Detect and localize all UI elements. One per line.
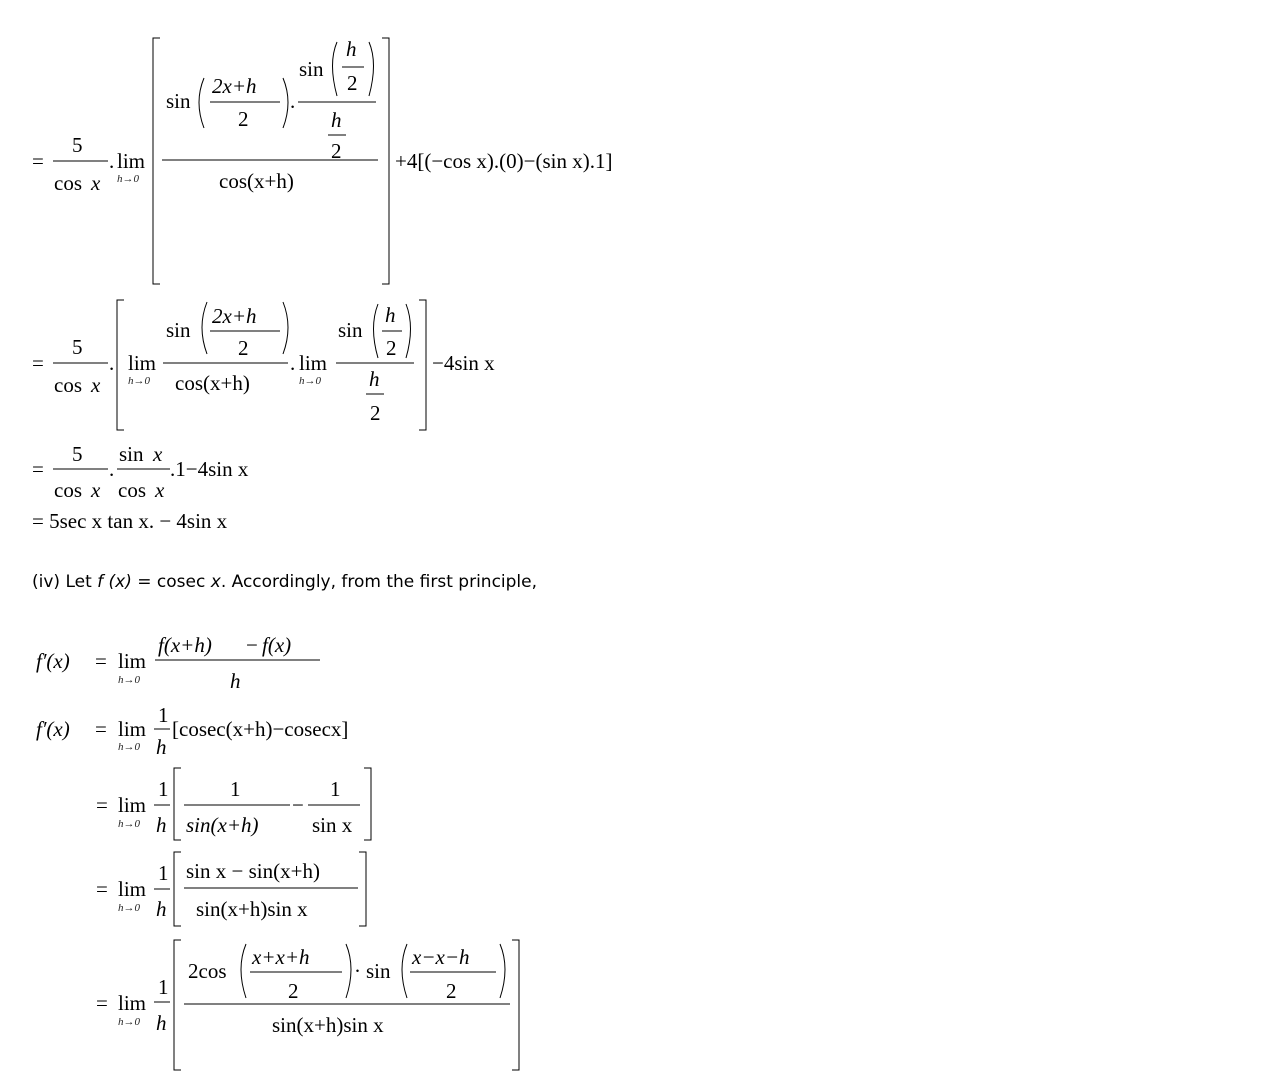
h: h (346, 37, 357, 61)
prose-middle: = cosec (131, 572, 211, 592)
sin-x-plus-h-sin-x: sin(x+h)sin x (272, 1013, 384, 1037)
two-cos: 2cos (188, 959, 227, 983)
numerator-2x-h: 2x+h (212, 304, 257, 328)
left-paren (241, 944, 246, 998)
frac-den-x: x (91, 373, 101, 397)
frac-den-x: x (91, 171, 101, 195)
right-bracket (359, 852, 366, 926)
sin-label: sin (338, 318, 363, 342)
lim-label: lim (128, 351, 157, 375)
prose-x: x (210, 572, 221, 592)
two: 2 (386, 336, 397, 360)
two: 2 (288, 979, 299, 1003)
eq-sign: = (96, 793, 108, 817)
h: h (156, 813, 167, 837)
sin-x: sin x (312, 813, 353, 837)
sin-label: sin (166, 89, 191, 113)
f-prime-x: f′(x) (36, 649, 70, 673)
left-paren (374, 304, 379, 358)
eq-sign: = (32, 149, 44, 173)
cosec-difference (36, 703, 348, 759)
one: 1 (158, 703, 169, 727)
right-bracket (364, 768, 371, 840)
minus: − (246, 633, 258, 657)
cos-x-plus-h: cos(x+h) (175, 371, 250, 395)
combined-fraction (96, 852, 366, 926)
dot: . (109, 351, 115, 375)
right-paren (283, 78, 288, 128)
sin-x-plus-h-sin-x: sin(x+h)sin x (196, 897, 308, 921)
lim-subscript: h→0 (118, 1016, 140, 1028)
first-principle-definition (36, 633, 320, 693)
right-paren (369, 42, 374, 96)
prose-prefix: (iv) Let (32, 572, 98, 592)
numerator-2x-h: 2x+h (212, 74, 257, 98)
reciprocal-difference (96, 768, 371, 840)
one: 1 (330, 777, 341, 801)
numerator-x-x-minus-h: x−x−h (412, 945, 470, 969)
lim-label: lim (299, 351, 328, 375)
dot: . (290, 89, 296, 113)
eq-sign: = (32, 351, 44, 375)
sin-label: sin (166, 318, 191, 342)
denominator-2: 2 (238, 107, 249, 131)
left-bracket (117, 300, 124, 430)
eq-sign: = (95, 717, 107, 741)
right-paren (283, 302, 288, 354)
h: h (230, 669, 241, 693)
lim-label: lim (118, 991, 147, 1015)
frac-num-sin: sin (119, 442, 144, 466)
eq-sign: = (32, 457, 44, 481)
dot: . (109, 457, 115, 481)
two: 2 (347, 71, 358, 95)
one: 1 (158, 975, 169, 999)
frac-num-x: x (153, 442, 163, 466)
lim-subscript: h→0 (128, 375, 150, 387)
two: 2 (370, 401, 381, 425)
equation-line-2 (32, 300, 495, 430)
h: h (369, 367, 380, 391)
f-prime-x: f′(x) (36, 717, 70, 741)
sum-to-product (96, 940, 519, 1070)
left-paren (199, 78, 204, 128)
sin-label: sin (366, 959, 391, 983)
two: 2 (446, 979, 457, 1003)
right-paren (500, 944, 505, 998)
sin-x-minus-sin-x-plus-h: sin x − sin(x+h) (186, 859, 320, 883)
h: h (156, 735, 167, 759)
left-paren (202, 302, 207, 354)
one: 1 (230, 777, 241, 801)
lim-label: lim (118, 717, 147, 741)
right-paren (346, 944, 351, 998)
f-x: f(x) (262, 633, 292, 657)
part-iv-intro (32, 572, 537, 592)
frac-num: 5 (72, 442, 83, 466)
lim-subscript: h→0 (117, 173, 139, 185)
frac-den-cos: cos (54, 478, 82, 502)
cdot: · (354, 959, 361, 983)
right-bracket (419, 300, 426, 430)
one: 1 (158, 777, 169, 801)
numerator-x-x-h: x+x+h (252, 945, 310, 969)
lim-subscript: h→0 (118, 902, 140, 914)
right-bracket (512, 940, 519, 1070)
frac-den-cos: cos (54, 171, 82, 195)
lim-label: lim (118, 649, 147, 673)
prose-suffix: . Accordingly, from the first principle, (220, 572, 538, 592)
lim-label: lim (117, 149, 146, 173)
one: 1 (158, 861, 169, 885)
two: 2 (238, 336, 249, 360)
two: 2 (331, 139, 342, 163)
eq-sign: = (96, 991, 108, 1015)
frac-den-x: x (155, 478, 165, 502)
h: h (156, 897, 167, 921)
left-paren (333, 42, 338, 96)
cosec-bracket: [cosec(x+h)−cosecx] (172, 717, 349, 741)
lim-subscript: h→0 (299, 375, 321, 387)
lim-subscript: h→0 (118, 674, 140, 686)
lim-subscript: h→0 (118, 818, 140, 830)
left-bracket (153, 38, 160, 284)
eq-sign: = (96, 877, 108, 901)
minus: − (292, 793, 304, 817)
equation-line-1 (32, 37, 612, 284)
frac-num: 5 (72, 133, 83, 157)
frac-den-x: x (91, 478, 101, 502)
prose-fx: f (x) (97, 572, 132, 592)
line1-tail: +4[(−cos x).(0)−(sin x).1] (395, 149, 613, 173)
eq-sign: = (95, 649, 107, 673)
frac-num: 5 (72, 335, 83, 359)
left-bracket (174, 852, 181, 926)
cos-x-plus-h: cos(x+h) (219, 169, 294, 193)
lim-subscript: h→0 (118, 741, 140, 753)
line2-tail: −4sin x (432, 351, 495, 375)
f-x-plus-h: f(x+h) (158, 633, 212, 657)
line3-tail: .1−4sin x (170, 457, 249, 481)
frac-den-cos: cos (54, 373, 82, 397)
right-paren (406, 304, 411, 358)
equation-line-4 (32, 509, 228, 533)
dot: . (290, 351, 296, 375)
h: h (331, 108, 342, 132)
h: h (156, 1011, 167, 1035)
sin-x-plus-h: sin(x+h) (186, 813, 259, 837)
h: h (385, 303, 396, 327)
line4: = 5sec x tan x. − 4sin x (32, 509, 228, 533)
frac-den-cos: cos (118, 478, 146, 502)
lim-label: lim (118, 877, 147, 901)
dot: . (109, 149, 115, 173)
lim-label: lim (118, 793, 147, 817)
equation-line-3 (32, 442, 249, 502)
left-bracket (174, 768, 181, 840)
right-bracket (382, 38, 389, 284)
left-paren (402, 944, 407, 998)
sin-label: sin (299, 57, 324, 81)
left-bracket (174, 940, 181, 1070)
